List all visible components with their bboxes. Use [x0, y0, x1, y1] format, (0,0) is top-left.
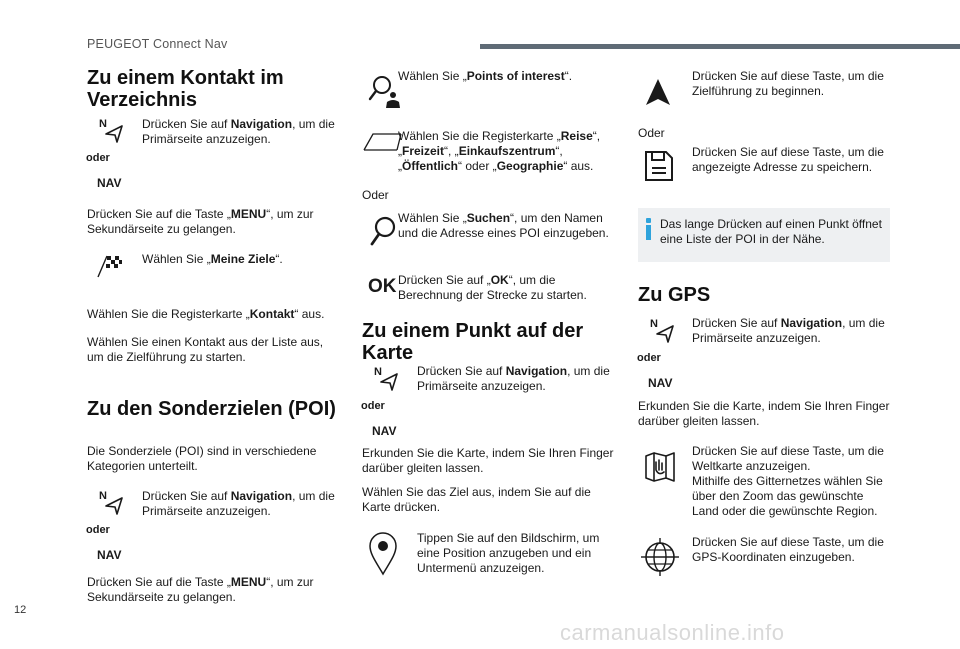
instruction-text: Die Sonderziele (POI) sind in verschiedene Kategorien unterteilt.	[87, 444, 317, 473]
instruction-text: Drücken Sie auf „OK“, um die Berechnung der Strecke zu starten.	[398, 273, 587, 302]
oder-label: oder	[637, 352, 661, 364]
navigation-arrow-icon	[380, 372, 398, 392]
oder-label: Oder	[362, 188, 389, 202]
world-map-icon[interactable]	[643, 450, 677, 484]
instruction-text: Drücken Sie auf die Taste „MENU“, um zur Sekundärseite zu gelangen.	[87, 207, 314, 236]
compass-n-label: N	[99, 118, 107, 130]
instruction-text: Wählen Sie „Points of interest“.	[398, 69, 573, 83]
page-number: 12	[14, 604, 27, 616]
oder-label: oder	[86, 524, 110, 536]
compass-n-label: N	[650, 318, 658, 330]
navigation-button[interactable]	[87, 118, 127, 198]
instruction-text: Erkunden Sie die Karte, indem Sie Ihren Finger darüber gleiten lassen.	[638, 399, 890, 428]
instruction-text: Drücken Sie auf Navigation, um die Primärseite anzuzeigen.	[142, 117, 335, 146]
nav-label: NAV	[648, 376, 673, 390]
oder-label: oder	[86, 152, 110, 164]
instruction-text: Tippen Sie auf den Bildschirm, um eine Position anzugeben und ein Untermenü anzuzeigen.	[417, 531, 600, 575]
oder-label: Oder	[638, 126, 665, 140]
instruction-text: Erkunden Sie die Karte, indem Sie Ihren Finger darüber gleiten lassen.	[362, 446, 614, 475]
map-pin-icon[interactable]	[368, 532, 398, 576]
instruction-text: Wählen Sie „Suchen“, um den Namen und die Adresse eines POI einzugeben.	[398, 211, 609, 240]
oder-label: oder	[361, 400, 385, 412]
navigation-arrow-icon	[105, 496, 123, 516]
navigation-button[interactable]	[87, 490, 127, 570]
instruction-text: Wählen Sie die Registerkarte „Reise“, „Freizeit“, „Einkaufszentrum“, „Öffentlich“ oder „Geographie“ aus.	[398, 129, 601, 173]
instruction-text: Wählen Sie das Ziel aus, indem Sie auf die Karte drücken.	[362, 485, 591, 514]
compass-n-label: N	[99, 490, 107, 502]
checkered-flag-icon[interactable]	[95, 253, 123, 279]
instruction-text: Drücken Sie auf die Taste „MENU“, um zur Sekundärseite zu gelangen.	[87, 575, 314, 604]
navigation-arrow-icon	[656, 324, 674, 344]
nav-label: NAV	[372, 424, 397, 438]
gps-globe-icon[interactable]	[641, 538, 679, 576]
instruction-text: Drücken Sie auf diese Taste, um die Zielführung zu beginnen.	[692, 69, 884, 98]
compass-n-label: N	[374, 366, 382, 378]
section-title-contact: Zu einem Kontakt im Verzeichnis	[87, 67, 284, 111]
info-note-text: Das lange Drücken auf einen Punkt öffnet eine Liste der POI in der Nähe.	[660, 217, 882, 246]
info-icon	[646, 218, 651, 240]
save-floppy-icon[interactable]	[644, 150, 674, 182]
ok-button[interactable]: OK	[368, 276, 397, 297]
start-guidance-arrow-icon[interactable]	[643, 77, 673, 107]
instruction-text: Drücken Sie auf Navigation, um die Primärseite anzuzeigen.	[417, 364, 610, 393]
instruction-text: Drücken Sie auf Navigation, um die Primärseite anzuzeigen.	[142, 489, 335, 518]
navigation-arrow-icon	[105, 124, 123, 144]
search-icon[interactable]	[368, 214, 398, 252]
watermark: carmanualsonline.info	[560, 620, 785, 645]
instruction-text: Wählen Sie einen Kontakt aus der Liste aus, um die Zielführung zu starten.	[87, 335, 324, 364]
section-title-map-point: Zu einem Punkt auf der Karte	[362, 320, 584, 364]
section-title-gps: Zu GPS	[638, 284, 711, 306]
nav-label: NAV	[97, 548, 122, 562]
header-title: PEUGEOT Connect Nav	[87, 37, 228, 51]
poi-search-icon[interactable]	[368, 74, 402, 110]
navigation-button[interactable]	[638, 318, 678, 398]
instruction-text: Drücken Sie auf diese Taste, um die Weltkarte anzuzeigen. Mithilfe des Gitternetzes wählen Sie über den Zoom das gewünschte Land oder die gewünschte Region.	[692, 444, 884, 518]
nav-label: NAV	[97, 176, 122, 190]
info-note	[638, 208, 890, 262]
instruction-text: Drücken Sie auf Navigation, um die Primärseite anzuzeigen.	[692, 316, 885, 345]
instruction-text: Drücken Sie auf diese Taste, um die GPS-Koordinaten einzugeben.	[692, 535, 884, 564]
instruction-text: Wählen Sie „Meine Ziele“.	[142, 252, 283, 266]
section-title-poi: Zu den Sonderzielen (POI)	[87, 398, 336, 420]
instruction-text: Wählen Sie die Registerkarte „Kontakt“ aus.	[87, 307, 325, 321]
instruction-text: Drücken Sie auf diese Taste, um die angezeigte Adresse zu speichern.	[692, 145, 884, 174]
navigation-button[interactable]	[362, 366, 402, 446]
header-bar	[480, 44, 960, 49]
